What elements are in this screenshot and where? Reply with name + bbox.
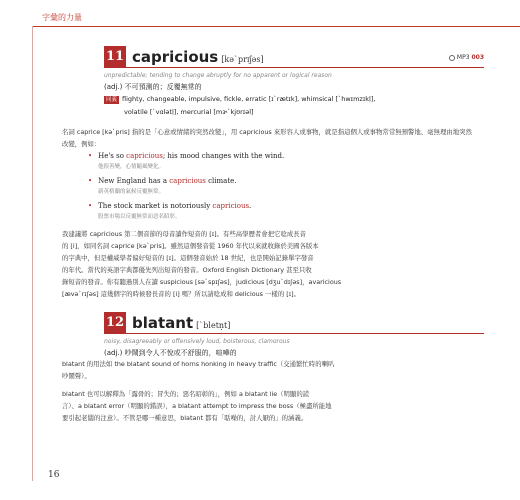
headword xyxy=(132,314,230,332)
pronunciation: [ˋbletṇt] xyxy=(196,321,231,330)
example-item xyxy=(88,177,458,195)
example-item xyxy=(88,152,458,170)
header-rule xyxy=(32,26,520,27)
running-header: 字彙的力量 xyxy=(42,13,82,22)
highlighted-word: capricious xyxy=(126,152,163,160)
entry-head xyxy=(104,312,484,334)
entry-head xyxy=(104,46,484,68)
mp3-track[interactable] xyxy=(449,54,484,61)
example-translation: 他很善變，心情隨風變化。 xyxy=(98,164,165,170)
bullet-icon: • xyxy=(88,152,93,160)
synonym-line-1: flighty, changeable, impulsive, fickle, erratic [ɪˋrætɪk], whimsical [ˋhwɪmzɪkḷ], xyxy=(122,95,376,103)
pronunciation: [kəˋprɪʃəs] xyxy=(221,55,264,64)
example-translation: 新英格蘭的氣候反覆無常。 xyxy=(98,189,165,195)
entry-capricious xyxy=(104,46,484,118)
example-sentence: • New England has a capricious climate. xyxy=(88,177,237,185)
margin-line xyxy=(32,26,33,481)
chinese-definition: (adj.) 吵鬧到令人不悅或不舒服的，喧嘩的 xyxy=(104,349,237,357)
example-translation: 股票市場以反覆無常而惡名昭彰。 xyxy=(98,214,181,220)
meaning-line: 言）、a blatant error（明顯的錯誤），a blatant attempt to impress the boss（極盡所能地 xyxy=(62,402,332,410)
synonyms xyxy=(104,94,484,105)
chinese-definition: (adj.) 不可預測的；反覆無常的 xyxy=(104,83,202,91)
meaning-paragraph xyxy=(62,388,478,424)
entry-number: 12 xyxy=(104,312,126,334)
entry-rule xyxy=(126,333,484,334)
example-sentence: • The stock market is notoriously capricious. xyxy=(88,202,252,210)
english-definition: unpredictable; tending to change abruptly for no apparent or logical reason xyxy=(104,72,332,79)
note-line: 我建議將 capricious 第二個音節的母音讀作短音的 [ɪ]。有些高學歷者會把它唸成長音 xyxy=(62,230,307,238)
audio-icon xyxy=(449,55,455,61)
pronunciation-note xyxy=(62,228,478,300)
example-item xyxy=(88,202,458,220)
note-line: 的年代。當代的英語字典都優先列出短音的發音。Oxford English Dictionary 甚至只收 xyxy=(62,266,312,274)
highlighted-word: capricious xyxy=(169,177,206,185)
synonym-line-2: volatile [ˋvɑlətḷ], mercurial [mɝˋkjʊrɪəl] xyxy=(124,108,254,116)
usage-line: 吵鬧聲）。 xyxy=(62,372,91,380)
mp3-label: MP3 xyxy=(456,54,470,61)
page-number: 16 xyxy=(48,470,60,480)
note-line: 錄短音的發音。你有聽過別人在讀 suspicious [səˋspɪʃəs]，judicious [dʒuˋdɪʃəs]，avaricious xyxy=(62,278,342,286)
example-list xyxy=(88,152,458,227)
note-line: 的 [i]，如同名詞 caprice [kəˋpris]。雖然這個發音從 1960 年代以來就收錄於美國各版本 xyxy=(62,242,319,250)
headword-text: blatant xyxy=(132,314,194,332)
meaning-line: blatant 也可以解釋為「露骨的；冒失的；惡名昭彰的」，例如 a blatant lie（明顯的謊 xyxy=(62,390,310,398)
entry-blatant xyxy=(104,312,484,358)
synonym-tag: 同義 xyxy=(106,97,118,103)
bullet-icon: • xyxy=(88,202,93,210)
highlighted-word: capricious xyxy=(212,202,250,210)
usage-paragraph xyxy=(62,358,478,382)
bullet-icon: • xyxy=(88,177,93,185)
mp3-code: 003 xyxy=(471,54,484,61)
usage-line: blatant 的用法如 the blatant sound of horns honking in heavy traffic（交通繁忙時的喇叭 xyxy=(62,360,335,368)
english-definition: noisy, disagreeably or offensively loud, boisterous, clamorous xyxy=(104,338,290,345)
example-sentence: • He's so capricious; his mood changes with the wind. xyxy=(88,152,285,160)
headword xyxy=(132,48,264,66)
intro-paragraph: 名詞 caprice [kəˋpris] 指的是「心意或情緒的突然改變」，用 capricious 來形容人或事物，就是指這個人或事物常常無預警地、毫無理由地突然改變，例如： xyxy=(62,128,472,148)
entry-rule xyxy=(126,67,484,68)
headword-text: capricious xyxy=(132,48,219,66)
note-line: 的字典中，但是權威學者偏好短音的 [ɪ]。這個發音始於 18 世紀，也是開始記錄單字發音 xyxy=(62,254,314,262)
meaning-line: 要引起老闆的注意）。不管是哪一種意思，blatant 都有「聒噪的，討人厭的」的涵義。 xyxy=(62,414,308,422)
note-line: [ævəˋrɪʃəs] 這幾個字的時候發長音的 [i] 嗎？所以請唸成和 delicious 一樣的 [ɪ]。 xyxy=(62,290,300,298)
entry-number: 11 xyxy=(104,46,126,68)
